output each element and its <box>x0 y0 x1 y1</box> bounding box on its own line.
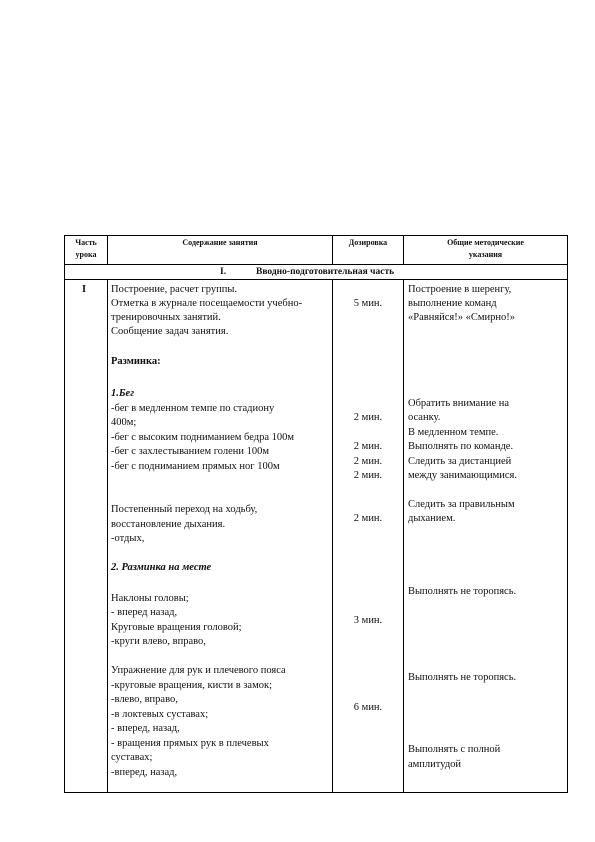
warmup-title: Разминка: <box>111 356 161 367</box>
run-title: 1.Бег <box>111 388 135 399</box>
arm-item-8: -вперед, назад, <box>111 767 178 778</box>
dosage-8: 6 мин. <box>353 702 383 713</box>
arm-item-2: -круговые вращения, кисти в замок; <box>111 680 273 691</box>
header-part <box>65 237 107 261</box>
note-5-line-2: между занимающимися. <box>408 470 517 481</box>
header-content: Содержание занятия <box>182 238 258 247</box>
table-top-border <box>64 235 568 236</box>
run-item-1: -бег в медленном темпе по стадиону <box>111 403 275 414</box>
dosage-2: 2 мин. <box>353 412 383 423</box>
column-divider-2 <box>332 279 333 793</box>
note-3: В медленном темпе. <box>408 427 499 438</box>
dosage-4: 2 мин. <box>353 456 383 467</box>
table-right-border <box>567 235 568 793</box>
note-1-line-1: Построение в шеренгу, <box>408 284 512 295</box>
place-title: 2. Разминка на месте <box>111 562 212 573</box>
column-divider-3 <box>403 279 404 793</box>
section-title: Вводно-подготовительная часть <box>256 267 395 277</box>
dosage-6: 2 мин. <box>353 513 383 524</box>
note-2-line-2: осанку. <box>408 412 441 423</box>
walk-item-2: восстановление дыхания. <box>111 519 226 530</box>
section-bottom-border <box>64 279 568 280</box>
intro-line-3: тренировочных занятий. <box>111 312 221 323</box>
arm-item-6: - вращения прямых рук в плечевых <box>111 738 269 749</box>
header-notes-line1: Общие методические <box>447 238 524 247</box>
run-item-2: 400м; <box>111 417 137 428</box>
note-6-line-2: дыханием. <box>408 513 456 524</box>
intro-line-4: Сообщение задач занятия. <box>111 326 229 337</box>
intro-line-1: Построение, расчет группы. <box>111 284 238 295</box>
arm-item-5: - вперед, назад, <box>111 723 180 734</box>
note-4: Выполнять по команде. <box>408 441 514 452</box>
arm-item-3: -влево, вправо, <box>111 694 178 705</box>
note-9-line-1: Выполнять с полной <box>408 744 501 755</box>
dosage-5: 2 мин. <box>353 470 383 481</box>
note-1-line-2: выполнение команд <box>408 298 497 309</box>
note-8: Выполнять не торопясь. <box>408 672 517 683</box>
head-item-2: - вперед назад, <box>111 607 178 618</box>
note-2-line-1: Обратить внимание на <box>408 398 510 409</box>
walk-item-1: Постепенный переход на ходьбу, <box>111 504 258 515</box>
note-9-line-2: амплитудой <box>408 759 462 770</box>
header-bottom-border <box>64 264 568 265</box>
head-item-4: -круги влево, вправо, <box>111 636 206 647</box>
header-notes <box>404 237 567 261</box>
part-label: I <box>82 284 87 295</box>
run-item-4: -бег с захлестыванием голени 100м <box>111 446 270 457</box>
note-6-line-1: Следить за правильным <box>408 499 515 510</box>
header-part-line1: Часть <box>75 238 97 247</box>
note-1-line-3: «Равняйся!» «Смирно!» <box>408 312 516 323</box>
table-bottom-border <box>64 792 568 793</box>
dosage-1: 5 мин. <box>353 298 383 309</box>
arm-item-4: -в локтевых суставах; <box>111 709 209 720</box>
header-part-line2: урока <box>75 250 97 259</box>
table-left-border <box>64 235 65 793</box>
run-item-3: -бег с высоким подниманием бедра 100м <box>111 432 295 443</box>
dosage-7: 3 мин. <box>353 615 383 626</box>
section-number: I. <box>220 267 227 277</box>
head-item-3: Круговые вращения головой; <box>111 622 242 633</box>
arm-item-1: Упражнение для рук и плечевого пояса <box>111 665 286 676</box>
intro-line-2: Отметка в журнале посещаемости учебно- <box>111 298 303 309</box>
column-divider-1 <box>107 279 108 793</box>
dosage-3: 2 мин. <box>353 441 383 452</box>
note-7: Выполнять не торопясь. <box>408 586 517 597</box>
head-item-1: Наклоны головы; <box>111 593 189 604</box>
run-item-5: -бег с подниманием прямых ног 100м <box>111 461 280 472</box>
note-5-line-1: Следить за дистанцией <box>408 456 512 467</box>
header-dosage: Дозировка <box>348 238 388 247</box>
walk-item-3: -отдых, <box>111 533 145 544</box>
arm-item-7: суставах; <box>111 752 153 763</box>
header-notes-line2: указания <box>468 250 503 259</box>
